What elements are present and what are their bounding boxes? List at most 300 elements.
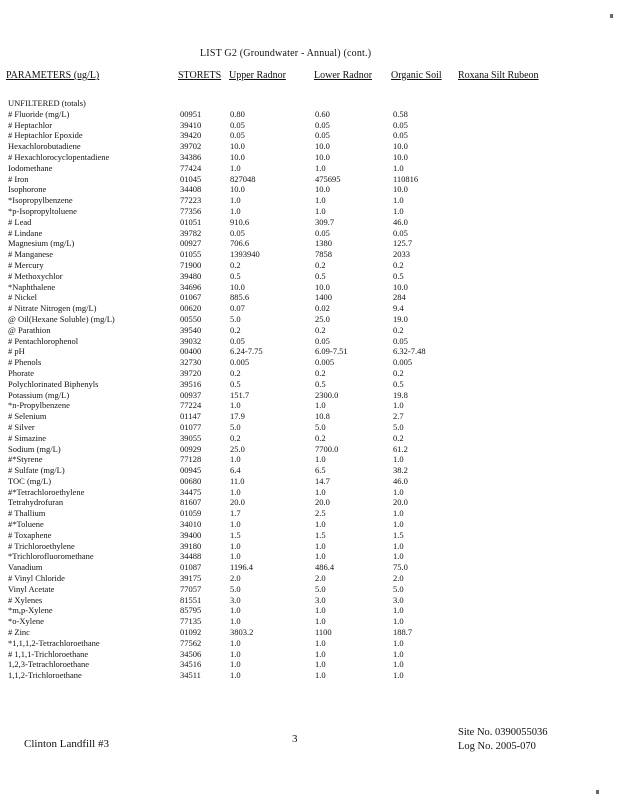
upper-radnor-cell: 0.05 <box>230 119 245 130</box>
table-row <box>0 454 618 465</box>
storet-cell: 39175 <box>180 573 202 584</box>
lower-radnor-cell: 7700.0 <box>315 443 339 454</box>
storet-cell: 00550 <box>180 313 202 324</box>
upper-radnor-cell: 10.0 <box>230 141 245 152</box>
lower-radnor-cell: 1.0 <box>315 454 326 465</box>
storet-cell: 77223 <box>180 195 202 206</box>
organic-soil-cell: 2.7 <box>393 411 404 422</box>
lower-radnor-cell: 0.05 <box>315 119 330 130</box>
storet-cell: 00927 <box>180 238 202 249</box>
upper-radnor-cell: 0.2 <box>230 367 241 378</box>
header-lower-radnor: Lower Radnor <box>314 70 373 81</box>
table-row <box>0 184 618 195</box>
organic-soil-cell: 0.05 <box>393 119 408 130</box>
lower-radnor-cell: 7858 <box>315 249 332 260</box>
organic-soil-cell: 1.0 <box>393 162 404 173</box>
storet-cell: 39540 <box>180 324 202 335</box>
storet-cell: 01092 <box>180 627 202 638</box>
upper-radnor-cell: 17.9 <box>230 411 245 422</box>
table-row <box>0 292 618 303</box>
list-title: LIST G2 (Groundwater - Annual) (cont.) <box>200 48 372 59</box>
organic-soil-cell: 1.0 <box>393 540 404 551</box>
parameter-cell: # Xylenes <box>8 594 43 605</box>
parameter-cell: # Vinyl Chloride <box>8 573 65 584</box>
lower-radnor-cell: 0.60 <box>315 108 330 119</box>
organic-soil-cell: 46.0 <box>393 216 408 227</box>
upper-radnor-cell: 1.0 <box>230 486 241 497</box>
organic-soil-cell: 46.0 <box>393 475 408 486</box>
upper-radnor-cell: 1196.4 <box>230 562 254 573</box>
table-row <box>0 487 618 498</box>
table-row <box>0 541 618 552</box>
upper-radnor-cell: 1.0 <box>230 205 241 216</box>
upper-radnor-cell: 1.0 <box>230 551 241 562</box>
upper-radnor-cell: 1.7 <box>230 508 241 519</box>
storet-cell: 77424 <box>180 162 202 173</box>
scan-speck <box>610 14 613 18</box>
parameter-cell: # Thallium <box>8 508 46 519</box>
parameter-cell: Sodium (mg/L) <box>8 443 61 454</box>
storet-cell: 39032 <box>180 335 202 346</box>
organic-soil-cell: 0.05 <box>393 227 408 238</box>
lower-radnor-cell: 10.0 <box>315 184 330 195</box>
table-row <box>0 390 618 401</box>
lower-radnor-cell: 1.0 <box>315 519 326 530</box>
parameter-cell: # Pentachlorophenol <box>8 335 79 346</box>
lower-radnor-cell: 0.2 <box>315 367 326 378</box>
organic-soil-cell: 2033 <box>393 249 410 260</box>
parameter-cell: Polychlorinated Biphenyls <box>8 378 99 389</box>
parameter-cell: @ Oil(Hexane Soluble) (mg/L) <box>8 313 115 324</box>
parameter-cell: # Mercury <box>8 259 44 270</box>
parameter-cell: Vinyl Acetate <box>8 583 55 594</box>
parameter-cell: Magnesium (mg/L) <box>8 238 75 249</box>
upper-radnor-cell: 0.5 <box>230 378 241 389</box>
storet-cell: 34386 <box>180 151 202 162</box>
upper-radnor-cell: 1.0 <box>230 605 241 616</box>
storet-cell: 77562 <box>180 637 202 648</box>
upper-radnor-cell: 0.05 <box>230 227 245 238</box>
organic-soil-cell: 188.7 <box>393 627 413 638</box>
lower-radnor-cell: 0.02 <box>315 303 330 314</box>
table-row <box>0 400 618 411</box>
parameter-cell: # Selenium <box>8 411 47 422</box>
header-roxana-silt: Roxana Silt Rubeon <box>458 70 539 81</box>
lower-radnor-cell: 14.7 <box>315 475 330 486</box>
organic-soil-cell: 9.4 <box>393 303 404 314</box>
lower-radnor-cell: 1380 <box>315 238 332 249</box>
table-row <box>0 174 618 185</box>
organic-soil-cell: 61.2 <box>393 443 408 454</box>
table-row <box>0 444 618 455</box>
parameter-cell: # Methoxychlor <box>8 270 63 281</box>
table-row <box>0 152 618 163</box>
table-row <box>0 249 618 260</box>
lower-radnor-cell: 6.5 <box>315 465 326 476</box>
storet-cell: 34511 <box>180 670 201 681</box>
table-row <box>0 649 618 660</box>
upper-radnor-cell: 706.6 <box>230 238 250 249</box>
organic-soil-cell: 2.0 <box>393 573 404 584</box>
storet-cell: 00620 <box>180 303 202 314</box>
organic-soil-cell: 19.8 <box>393 389 408 400</box>
storet-cell: 34506 <box>180 648 202 659</box>
parameter-cell: # 1,1,1-Trichloroethane <box>8 648 89 659</box>
storet-cell: 77135 <box>180 616 202 627</box>
upper-radnor-cell: 10.0 <box>230 151 245 162</box>
lower-radnor-cell: 5.0 <box>315 583 326 594</box>
organic-soil-cell: 1.0 <box>393 670 404 681</box>
organic-soil-cell: 19.0 <box>393 313 408 324</box>
lower-radnor-cell: 475695 <box>315 173 341 184</box>
site-log-block <box>458 726 548 754</box>
table-row <box>0 508 618 519</box>
storet-cell: 77057 <box>180 583 202 594</box>
organic-soil-cell: 1.0 <box>393 205 404 216</box>
upper-radnor-cell: 2.0 <box>230 573 241 584</box>
organic-soil-cell: 20.0 <box>393 497 408 508</box>
storet-cell: 81607 <box>180 497 202 508</box>
organic-soil-cell: 0.005 <box>393 357 413 368</box>
lower-radnor-cell: 1.0 <box>315 616 326 627</box>
parameter-cell: Hexachlorobutadiene <box>8 141 81 152</box>
upper-radnor-cell: 0.005 <box>230 357 250 368</box>
organic-soil-cell: 5.0 <box>393 421 404 432</box>
lower-radnor-cell: 2.0 <box>315 573 326 584</box>
header-upper-radnor: Upper Radnor <box>229 70 286 81</box>
table-row <box>0 260 618 271</box>
storet-cell: 01051 <box>180 216 202 227</box>
lower-radnor-cell: 0.5 <box>315 378 326 389</box>
table-row <box>0 336 618 347</box>
upper-radnor-cell: 1.0 <box>230 162 241 173</box>
lower-radnor-cell: 1.0 <box>315 205 326 216</box>
upper-radnor-cell: 0.05 <box>230 335 245 346</box>
site-number: Site No. 0390055036 <box>458 727 548 738</box>
parameter-cell: 1,2,3-Tetrachloroethane <box>8 659 90 670</box>
table-row <box>0 595 618 606</box>
organic-soil-cell: 1.0 <box>393 637 404 648</box>
table-row <box>0 109 618 120</box>
organic-soil-cell: 1.0 <box>393 616 404 627</box>
upper-radnor-cell: 5.0 <box>230 421 241 432</box>
organic-soil-cell: 110816 <box>393 173 419 184</box>
organic-soil-cell: 0.05 <box>393 335 408 346</box>
table-row <box>0 282 618 293</box>
lower-radnor-cell: 2300.0 <box>315 389 339 400</box>
table-row <box>0 228 618 239</box>
organic-soil-cell: 10.0 <box>393 141 408 152</box>
organic-soil-cell: 3.0 <box>393 594 404 605</box>
storet-cell: 34408 <box>180 184 202 195</box>
lower-radnor-cell: 1.0 <box>315 195 326 206</box>
upper-radnor-cell: 0.80 <box>230 108 245 119</box>
table-row <box>0 670 618 681</box>
upper-radnor-cell: 6.24-7.75 <box>230 346 263 357</box>
organic-soil-cell: 1.0 <box>393 486 404 497</box>
parameter-cell: TOC (mg/L) <box>8 475 52 486</box>
lower-radnor-cell: 0.05 <box>315 335 330 346</box>
table-row <box>0 627 618 638</box>
table-row <box>0 433 618 444</box>
parameter-cell: Potassium (mg/L) <box>8 389 70 400</box>
lower-radnor-cell: 5.0 <box>315 421 326 432</box>
table-row <box>0 206 618 217</box>
organic-soil-cell: 0.2 <box>393 259 404 270</box>
lower-radnor-cell: 1.0 <box>315 605 326 616</box>
lower-radnor-cell: 0.2 <box>315 259 326 270</box>
table-row <box>0 551 618 562</box>
organic-soil-cell: 1.0 <box>393 400 404 411</box>
parameter-cell: # Heptachlor <box>8 119 53 130</box>
parameter-cell: # Zinc <box>8 627 30 638</box>
organic-soil-cell: 10.0 <box>393 151 408 162</box>
lower-radnor-cell: 0.5 <box>315 270 326 281</box>
organic-soil-cell: 125.7 <box>393 238 413 249</box>
lower-radnor-cell: 10.0 <box>315 151 330 162</box>
parameter-cell: *Trichlorofluoromethane <box>8 551 94 562</box>
upper-radnor-cell: 0.2 <box>230 259 241 270</box>
organic-soil-cell: 1.0 <box>393 648 404 659</box>
table-row <box>0 325 618 336</box>
storet-cell: 39782 <box>180 227 202 238</box>
storet-cell: 01147 <box>180 411 201 422</box>
organic-soil-cell: 0.5 <box>393 270 404 281</box>
storet-cell: 39420 <box>180 130 202 141</box>
table-row <box>0 584 618 595</box>
organic-soil-cell: 0.2 <box>393 324 404 335</box>
storet-cell: 39400 <box>180 529 202 540</box>
table-row <box>0 238 618 249</box>
table-row <box>0 271 618 282</box>
organic-soil-cell: 10.0 <box>393 281 408 292</box>
parameter-cell: *o-Xylene <box>8 616 44 627</box>
storet-cell: 34475 <box>180 486 202 497</box>
upper-radnor-cell: 20.0 <box>230 497 245 508</box>
parameter-cell: # Sulfate (mg/L) <box>8 465 65 476</box>
parameter-cell: *1,1,1,2-Tetrachloroethane <box>8 637 100 648</box>
upper-radnor-cell: 827048 <box>230 173 256 184</box>
organic-soil-cell: 284 <box>393 292 406 303</box>
upper-radnor-cell: 0.07 <box>230 303 245 314</box>
storet-cell: 01045 <box>180 173 202 184</box>
table-row <box>0 497 618 508</box>
storet-cell: 39702 <box>180 141 202 152</box>
upper-radnor-cell: 1.0 <box>230 454 241 465</box>
upper-radnor-cell: 1.0 <box>230 400 241 411</box>
organic-soil-cell: 1.0 <box>393 454 404 465</box>
parameter-cell: #*Styrene <box>8 454 43 465</box>
parameter-cell: Iodomethane <box>8 162 53 173</box>
parameter-cell: UNFILTERED (totals) <box>8 98 86 108</box>
parameter-cell: # Toxaphene <box>8 529 52 540</box>
storet-cell: 00945 <box>180 465 202 476</box>
table-row <box>0 616 618 627</box>
parameter-cell: # Fluoride (mg/L) <box>8 108 70 119</box>
parameter-cell: *p-Isopropyltoluene <box>8 205 77 216</box>
upper-radnor-cell: 25.0 <box>230 443 245 454</box>
lower-radnor-cell: 1400 <box>315 292 332 303</box>
organic-soil-cell: 1.0 <box>393 508 404 519</box>
upper-radnor-cell: 1.0 <box>230 648 241 659</box>
lower-radnor-cell: 3.0 <box>315 594 326 605</box>
parameter-cell: # Simazine <box>8 432 47 443</box>
table-row <box>0 519 618 530</box>
storet-cell: 34516 <box>180 659 202 670</box>
storet-cell: 39410 <box>180 119 202 130</box>
storet-cell: 34696 <box>180 281 202 292</box>
storet-cell: 01059 <box>180 508 202 519</box>
storet-cell: 39180 <box>180 540 202 551</box>
parameter-cell: # Iron <box>8 173 29 184</box>
table-row <box>0 465 618 476</box>
lower-radnor-cell: 1.0 <box>315 400 326 411</box>
organic-soil-cell: 0.2 <box>393 432 404 443</box>
parameter-cell: @ Parathion <box>8 324 51 335</box>
organic-soil-cell: 0.5 <box>393 378 404 389</box>
lower-radnor-cell: 0.05 <box>315 130 330 141</box>
lower-radnor-cell: 0.2 <box>315 432 326 443</box>
table-row <box>0 357 618 368</box>
storet-cell: 32730 <box>180 357 202 368</box>
table-row <box>0 98 618 109</box>
log-number: Log No. 2005-070 <box>458 741 536 752</box>
storet-cell: 00929 <box>180 443 202 454</box>
upper-radnor-cell: 3.0 <box>230 594 241 605</box>
parameter-cell: *Naphthalene <box>8 281 56 292</box>
organic-soil-cell: 1.5 <box>393 529 404 540</box>
storet-cell: 34488 <box>180 551 202 562</box>
upper-radnor-cell: 6.4 <box>230 465 241 476</box>
organic-soil-cell: 0.05 <box>393 130 408 141</box>
lower-radnor-cell: 1.5 <box>315 529 326 540</box>
organic-soil-cell: 75.0 <box>393 562 408 573</box>
table-row <box>0 476 618 487</box>
upper-radnor-cell: 1.0 <box>230 670 241 681</box>
table-row <box>0 120 618 131</box>
header-storets: STORETS <box>178 70 222 81</box>
table-row <box>0 303 618 314</box>
storet-cell: 77356 <box>180 205 202 216</box>
table-row <box>0 638 618 649</box>
parameter-cell: # Lindane <box>8 227 43 238</box>
upper-radnor-cell: 10.0 <box>230 184 245 195</box>
parameter-cell: Tetrahydrofuran <box>8 497 64 508</box>
table-row <box>0 562 618 573</box>
upper-radnor-cell: 151.7 <box>230 389 250 400</box>
storet-cell: 77128 <box>180 454 202 465</box>
storet-cell: 39516 <box>180 378 202 389</box>
storet-cell: 39720 <box>180 367 202 378</box>
table-row <box>0 130 618 141</box>
parameter-cell: # Silver <box>8 421 35 432</box>
upper-radnor-cell: 1.0 <box>230 659 241 670</box>
header-parameters: PARAMETERS (ug/L) <box>6 70 100 81</box>
parameter-cell: *Isopropylbenzene <box>8 195 73 206</box>
lower-radnor-cell: 1.0 <box>315 670 326 681</box>
table-row <box>0 422 618 433</box>
parameter-table <box>0 98 618 681</box>
parameter-cell: # Hexachlorocyclopentadiene <box>8 151 110 162</box>
table-row <box>0 605 618 616</box>
lower-radnor-cell: 20.0 <box>315 497 330 508</box>
parameter-cell: # Nickel <box>8 292 38 303</box>
table-row <box>0 659 618 670</box>
header-organic-soil: Organic Soil <box>391 70 442 81</box>
organic-soil-cell: 1.0 <box>393 551 404 562</box>
upper-radnor-cell: 1.0 <box>230 637 241 648</box>
upper-radnor-cell: 1.0 <box>230 195 241 206</box>
organic-soil-cell: 1.0 <box>393 195 404 206</box>
lower-radnor-cell: 1.0 <box>315 659 326 670</box>
organic-soil-cell: 1.0 <box>393 605 404 616</box>
table-row <box>0 195 618 206</box>
table-row <box>0 163 618 174</box>
table-row <box>0 346 618 357</box>
facility-name: Clinton Landfill #3 <box>24 738 109 750</box>
upper-radnor-cell: 1.0 <box>230 616 241 627</box>
parameter-cell: # pH <box>8 346 25 357</box>
organic-soil-cell: 1.0 <box>393 519 404 530</box>
storet-cell: 77224 <box>180 400 202 411</box>
storet-cell: 01077 <box>180 421 202 432</box>
lower-radnor-cell: 0.2 <box>315 324 326 335</box>
upper-radnor-cell: 5.0 <box>230 583 241 594</box>
upper-radnor-cell: 11.0 <box>230 475 245 486</box>
lower-radnor-cell: 1.0 <box>315 162 326 173</box>
storet-cell: 00951 <box>180 108 202 119</box>
lower-radnor-cell: 10.0 <box>315 141 330 152</box>
parameter-cell: # Nitrate Nitrogen (mg/L) <box>8 303 97 314</box>
lower-radnor-cell: 10.8 <box>315 411 330 422</box>
storet-cell: 01055 <box>180 249 202 260</box>
upper-radnor-cell: 1393940 <box>230 249 260 260</box>
upper-radnor-cell: 5.0 <box>230 313 241 324</box>
scan-speck <box>596 790 599 794</box>
lower-radnor-cell: 10.0 <box>315 281 330 292</box>
upper-radnor-cell: 0.2 <box>230 432 241 443</box>
table-row <box>0 573 618 584</box>
lower-radnor-cell: 1.0 <box>315 637 326 648</box>
upper-radnor-cell: 1.0 <box>230 540 241 551</box>
parameter-cell: Phorate <box>8 367 34 378</box>
table-row <box>0 141 618 152</box>
lower-radnor-cell: 25.0 <box>315 313 330 324</box>
parameter-cell: # Phenols <box>8 357 42 368</box>
lower-radnor-cell: 0.005 <box>315 357 335 368</box>
upper-radnor-cell: 3803.2 <box>230 627 254 638</box>
storet-cell: 00400 <box>180 346 202 357</box>
upper-radnor-cell: 1.5 <box>230 529 241 540</box>
parameter-cell: # Heptachlor Epoxide <box>8 130 83 141</box>
page-number: 3 <box>292 733 298 745</box>
parameter-cell: # Manganese <box>8 249 54 260</box>
organic-soil-cell: 0.58 <box>393 108 408 119</box>
table-row <box>0 411 618 422</box>
storet-cell: 01067 <box>180 292 202 303</box>
table-row <box>0 368 618 379</box>
upper-radnor-cell: 1.0 <box>230 519 241 530</box>
upper-radnor-cell: 0.05 <box>230 130 245 141</box>
storet-cell: 00937 <box>180 389 202 400</box>
lower-radnor-cell: 6.09-7.51 <box>315 346 348 357</box>
storet-cell: 71900 <box>180 259 202 270</box>
parameter-cell: *m,p-Xylene <box>8 605 53 616</box>
parameter-cell: # Trichloroethylene <box>8 540 75 551</box>
organic-soil-cell: 38.2 <box>393 465 408 476</box>
storet-cell: 00680 <box>180 475 202 486</box>
storet-cell: 39055 <box>180 432 202 443</box>
